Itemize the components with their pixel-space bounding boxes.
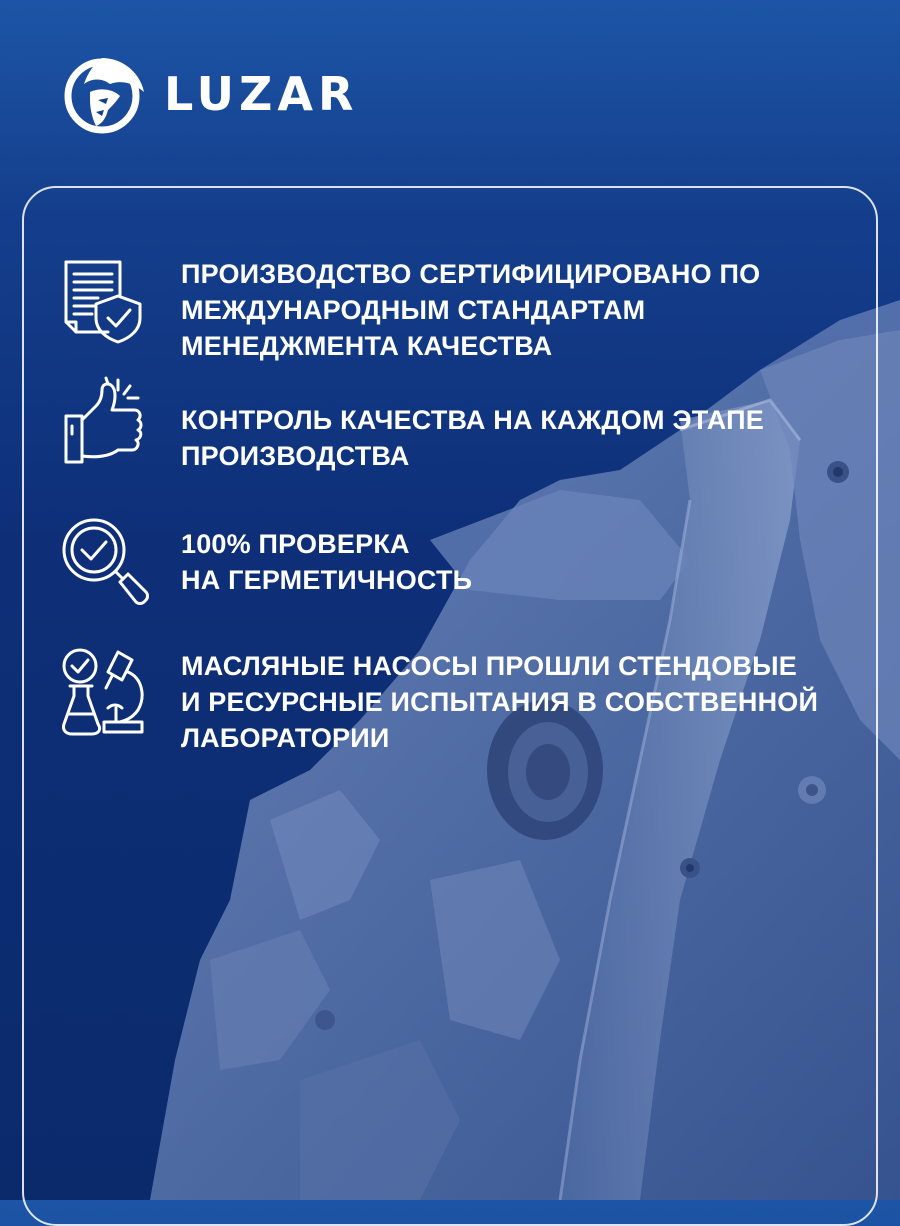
thumbs-up-icon [58,376,150,468]
feature-text [181,402,841,474]
feature-line: 100% ПРОВЕРКА [181,529,410,559]
brand-logo [62,52,422,136]
tiger-head-icon [62,52,152,136]
laboratory-microscope-icon [58,646,150,738]
feature-text [181,256,841,364]
feature-line: МЕЖДУНАРОДНЫМ СТАНДАРТАМ [181,295,646,325]
feature-line: МАСЛЯНЫЕ НАСОСЫ ПРОШЛИ СТЕНДОВЫЕ [181,651,797,681]
feature-line: ПРОИЗВОДСТВА [181,441,410,471]
feature-line: ПРОИЗВОДСТВО СЕРТИФИЦИРОВАНО ПО [181,259,761,289]
brand-name: LUZAR [164,67,359,121]
certificate-shield-icon [58,256,150,348]
feature-text [181,526,841,598]
feature-text [181,648,841,756]
feature-line: И РЕСУРСНЫЕ ИСПЫТАНИЯ В СОБСТВЕННОЙ [181,687,819,717]
feature-line: НА ГЕРМЕТИЧНОСТЬ [181,565,473,595]
feature-line: КОНТРОЛЬ КАЧЕСТВА НА КАЖДОМ ЭТАПЕ [181,405,764,435]
feature-line: ЛАБОРАТОРИИ [181,723,390,753]
magnifier-check-icon [58,516,150,608]
feature-line: МЕНЕДЖМЕНТА КАЧЕСТВА [181,331,553,361]
